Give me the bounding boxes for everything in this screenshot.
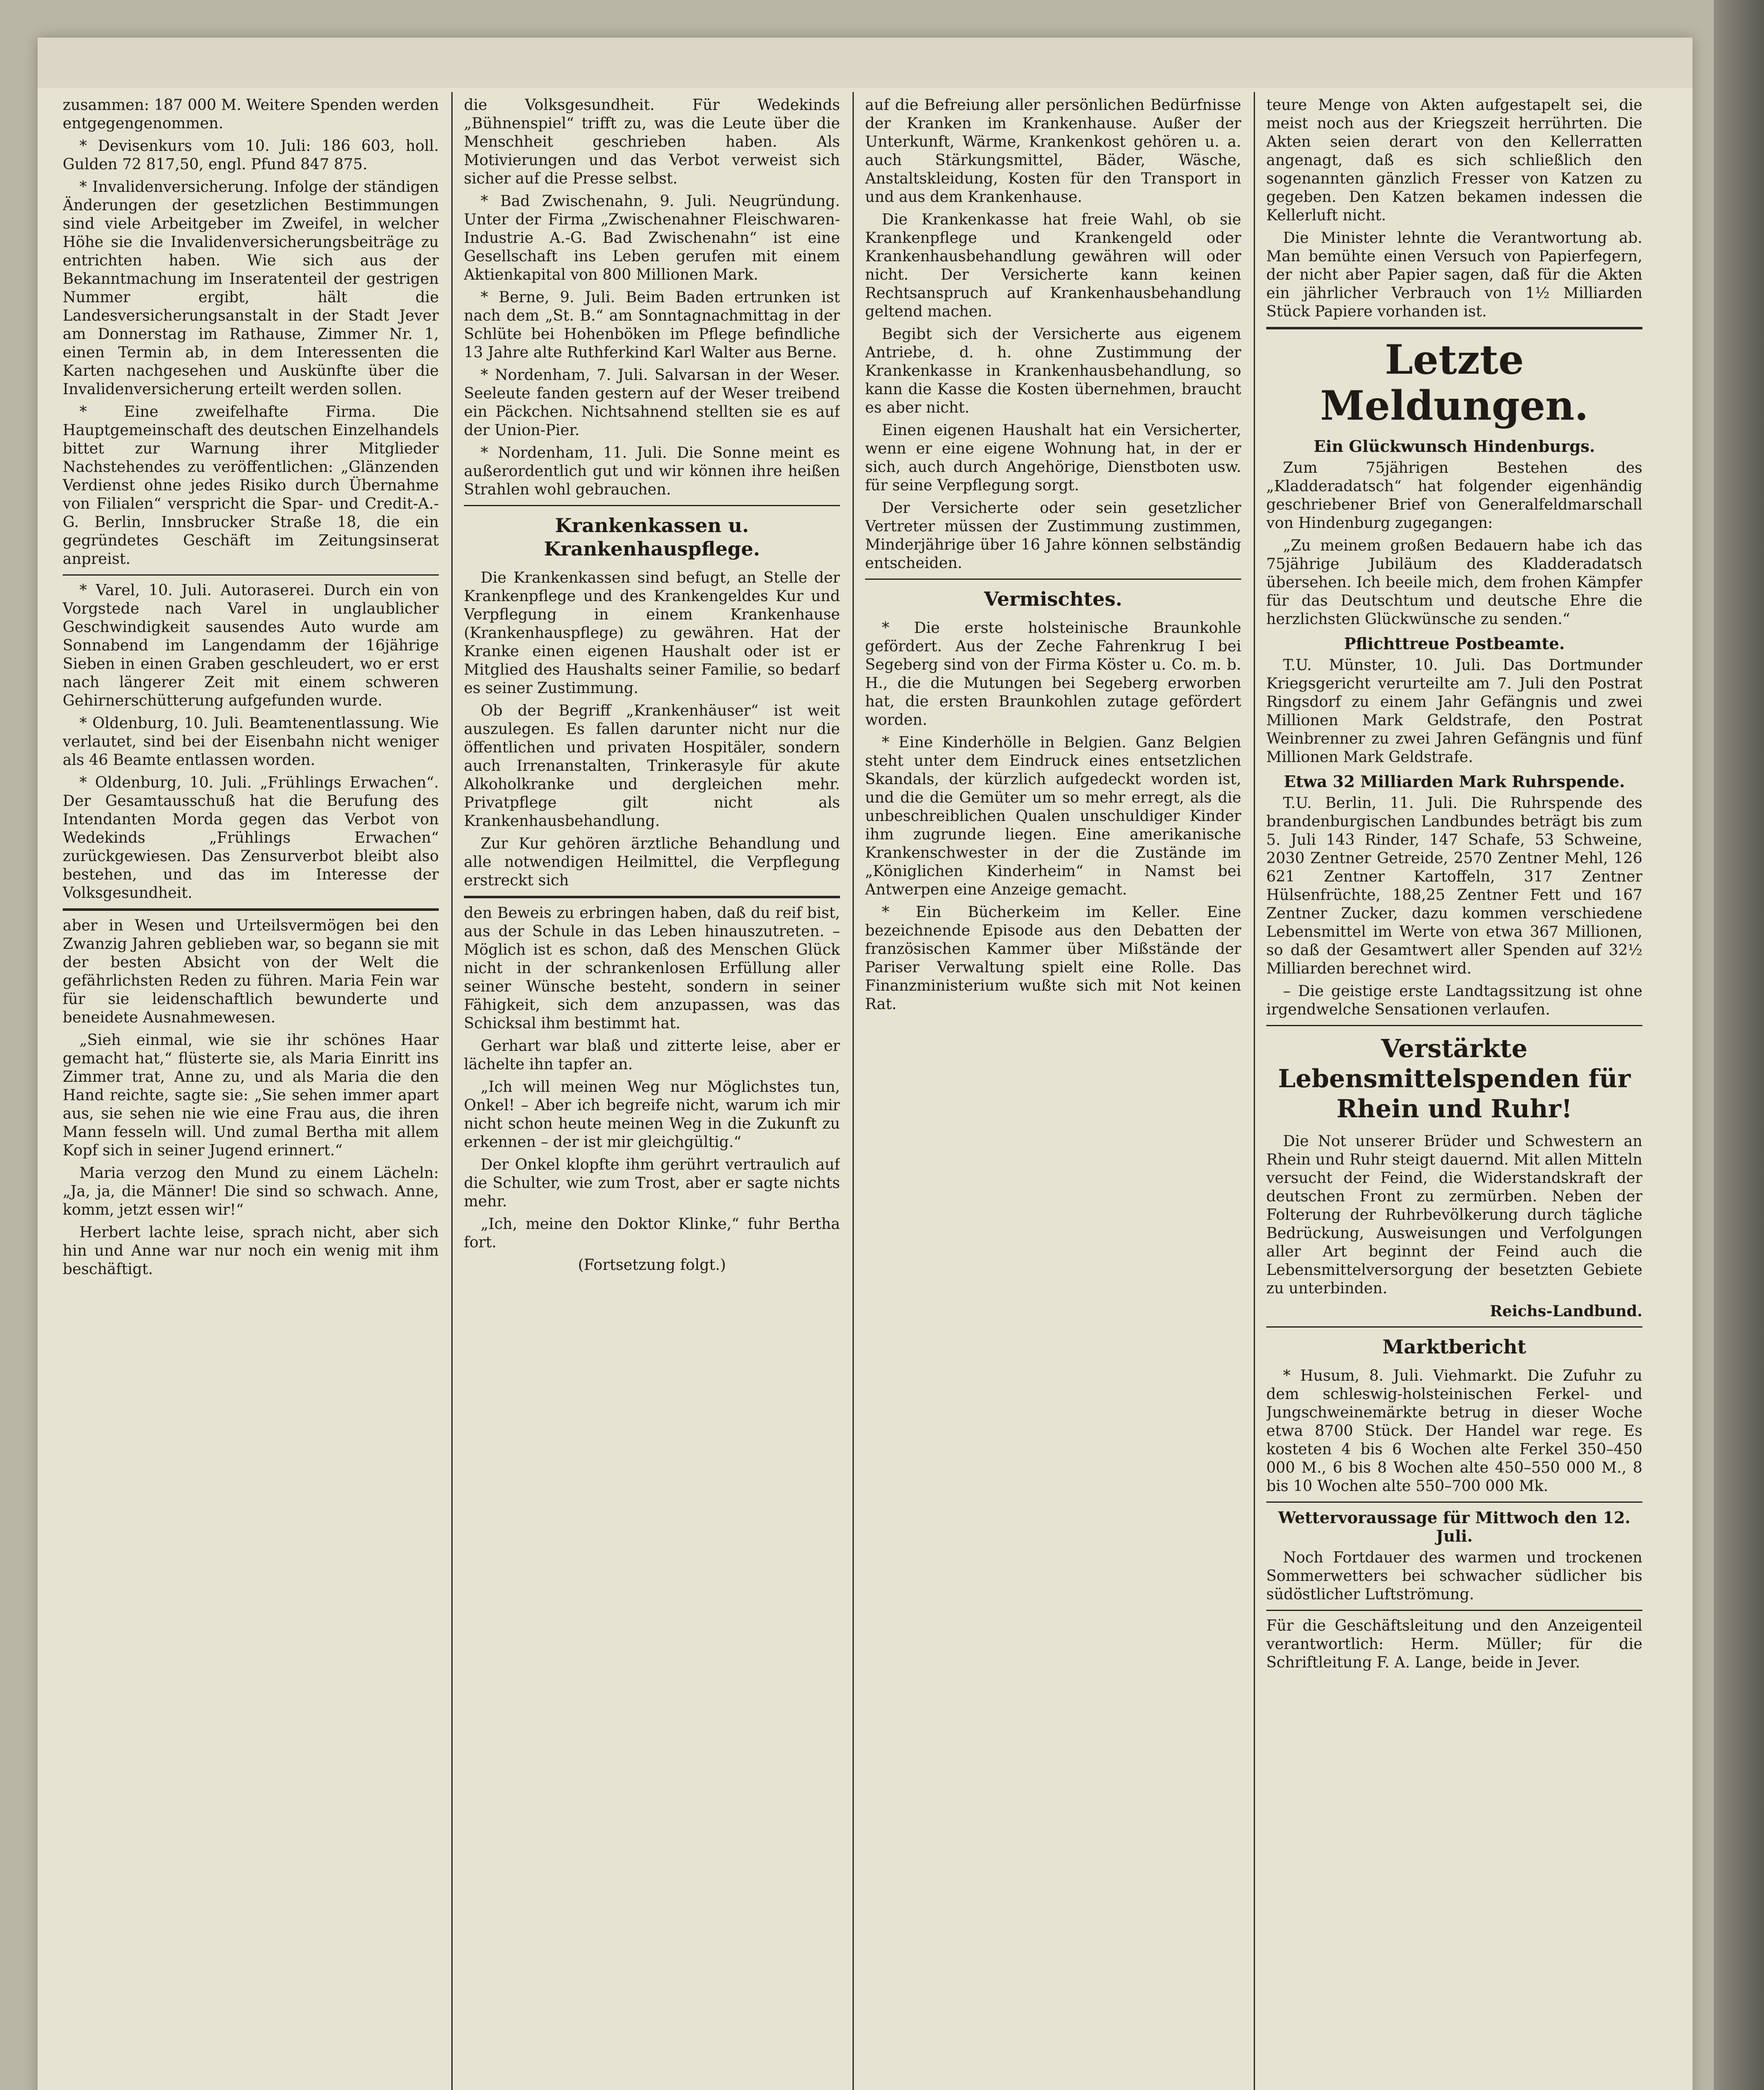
col1-divider-1	[63, 574, 439, 576]
newspaper-page	[38, 38, 1693, 2090]
col4-sub3-p2: – Die geistige erste Landtagssitzung ist ohne irgendwelche Sensationen verlaufen.	[1266, 983, 1642, 1018]
col1-mid-p1: * Varel, 10. Juli. Autoraserei. Durch ein von Vorgstede nach Varel in unglaublicher Geschwindigkeit sausendes Auto wurde am Sonnabend im Langendamm der 16jährige Sieben in einen Graben geschleudert, wo er erst nach längerer Zeit mit einem schweren Gehirnerschütterung aufgefunden wurde.	[63, 582, 439, 709]
forecast-text: Noch Fortdauer des warmen und trockenen Sommerwetters bei schwacher südlicher bis südöstlicher Luftströmung.	[1266, 1549, 1642, 1603]
col1-story-p4: Herbert lachte leise, sprach nicht, aber sich hin und Anne war nur noch ein wenig mit ihm beschäftigt.	[63, 1224, 439, 1278]
col2-divider-2	[464, 896, 840, 898]
col3-top-p3: Begibt sich der Versicherte aus eigenem Antriebe, d. h. ohne Zustimmung der Krankenkasse in Krankenhausbehandlung, so kann die Kasse die Kosten übernehmen, braucht es aber nicht.	[865, 326, 1241, 416]
signature-reichs-landbund: Reichs-Landbund.	[1489, 1302, 1642, 1320]
subheading-hindenburg: Ein Glückwunsch Hindenburgs.	[1313, 437, 1595, 456]
col2-top-p2: * Bad Zwischenahn, 9. Juli. Neugründung. Unter der Firma „Zwischenahner Fleischwaren-Industrie A.-G. Bad Zwischenahn“ ist eine Gesellschaft ins Leben gerufen mit einem Aktienkapital von 800 Millionen Mark.	[464, 193, 840, 283]
col1-mid-p3: * Oldenburg, 10. Juli. „Frühlings Erwachen“. Der Gesamtausschuß hat die Berufung des Intendanten Morda gegen das Verbot von Wedekinds „Frühlings Erwachen“ zurückgewiesen. Das Zensurverbot bleibt also bestehen, und das im Interesse der Volksgesundheit.	[63, 774, 439, 902]
col2-story-p1: den Beweis zu erbringen haben, daß du reif bist, aus der Schule in das Leben hinauszutreten. – Möglich ist es schon, daß des Menschen Glück nicht in der schrankenlosen Erfüllung aller seiner Wünsche besteht, sondern in seiner Fähigkeit, sich dem anzupassen, was das Schicksal ihm bestimmt hat.	[464, 905, 840, 1032]
col4-sub1-p2: „Zu meinem großen Bedauern habe ich das 75jährige Jubiläum des Kladderadatsch übersehen. Ich beeile mich, dem frohen Kämpfer für das Deutschtum und deutsche Ehre die herzlichsten Glückwünsche zu senden.“	[1266, 537, 1642, 628]
col4-divider-2	[1266, 1025, 1642, 1026]
col2-top-p4: * Nordenham, 7. Juli. Salvarsan in der Weser. Seeleute fanden gestern auf der Weser treibend ein Päckchen. Nichtsahnend stellten sie es auf der Union-Pier.	[464, 367, 840, 439]
col1-divider-2	[63, 908, 439, 911]
col3-section-p2: * Eine Kinderhölle in Belgien. Ganz Belgien steht unter dem Eindruck eines entsetzlichen Skandals, der kürzlich aufgedeckt worden ist, und die die Gemüter um so mehr erregt, als die unbeschreiblichen Qualen unschuldiger Kinder ihm zugrunde liegen. Eine amerikanische Krankenschwester in der die Zustände im „Königlichen Kinderheim“ in Namst bei Antwerpen eine Anzeige gemacht.	[865, 734, 1241, 898]
col4-section2-p1: Die Not unserer Brüder und Schwestern an Rhein und Ruhr steigt dauernd. Mit allen Mitteln versucht der Feind, die Widerstandskraft der deutschen Front zu zermürben. Neben der Folterung der Ruhrbevölkerung durch tägliche Bedrückung, Ausweisungen und Verfolgungen aller Art beginnt der Feind auch die Lebensmittelversorgung der besetzten Gebiete zu unterbinden.	[1266, 1133, 1642, 1297]
col4-top-p1: teure Menge von Akten aufgestapelt sei, die meist noch aus der Kriegszeit herrührten. Die Akten seien derart von den Kellerratten angenagt, daß es sich schließlich den sogenannten gänzlich Fresser von Katzen zu gegeben. Den Katzen bekamen indessen die Kellerluft nicht.	[1266, 97, 1642, 224]
col1-top-p2: * Devisenkurs vom 10. Juli: 186 603, holl. Gulden 72 817,50, engl. Pfund 847 875.	[63, 138, 439, 173]
column-1	[63, 96, 439, 2090]
col2-top-p3: * Berne, 9. Juli. Beim Baden ertrunken ist nach dem „St. B.“ am Sonntagnachmittag in der Schlüte bei Hohenböken im Pflege befindliche 13 Jahre alte Ruthferkind Karl Walter aus Berne.	[464, 289, 840, 361]
col3-top-p5: Der Versicherte oder sein gesetzlicher Vertreter müssen der Zustimmung zustimmen, Minderjährige über 16 Jahre können selbständig entscheiden.	[865, 500, 1241, 572]
col1-mid-p2: * Oldenburg, 10. Juli. Beamtenentlassung. Wie verlautet, sind bei der Eisenbahn nicht weniger als 46 Beamte entlassen worden.	[63, 715, 439, 769]
section-title-krankenkassen: Krankenkassen u. Krankenhauspflege.	[544, 514, 760, 560]
section-title-vermischtes: Vermischtes.	[984, 588, 1123, 610]
col1-top-p1: zusammen: 187 000 M. Weitere Spenden werden entgegengenommen.	[63, 97, 439, 132]
col3-top-section	[865, 96, 1241, 573]
col4-divider-1	[1266, 327, 1642, 329]
col1-story-p2: „Sieh einmal, wie sie ihr schönes Haar gemacht hat,“ flüsterte sie, als Maria Einritt ins Zimmer trat, Anne zu, und als Maria die den Hand reichte, sagte sie: „Sie sehen immer apart aus, sie sehen nie wie eine Frau aus, die ihren Mann fesseln will. Und zumal Bertha mit allem Kopf sich in seiner Jugend erinnert.“	[63, 1032, 439, 1159]
col1-story-p1: aber in Wesen und Urteilsvermögen bei den Zwanzig Jahren geblieben war, so begann sie mit der besten Absicht von der Welt die gefährlichsten Reden zu führen. Maria Fein war für sie leidenschaftlich bewunderte und beneidete Ausnahmewesen.	[63, 917, 439, 1026]
imprint: Für die Geschäftsleitung und den Anzeigenteil verantwortlich: Herm. Müller; für die Schriftleitung F. A. Lange, beide in Jever.	[1266, 1617, 1642, 1671]
col1-top-section	[63, 96, 439, 568]
col4-section3-p1: * Husum, 8. Juli. Viehmarkt. Die Zufuhr zu dem schleswig-holsteinischen Ferkel- und Jungschweinemärkte betrug in dieser Woche etwa 8700 Stück. Der Handel war rege. Es kosteten 4 bis 6 Wochen alte Ferkel 350–450 000 M., 6 bis 8 Wochen alte 450–550 000 M., 8 bis 10 Wochen alte 550–700 000 Mk.	[1266, 1367, 1642, 1495]
col4-sub3-p1: T.U. Berlin, 11. Juli. Die Ruhrspende des brandenburgischen Landbundes beträgt bis zum 5. Juli 143 Rinder, 147 Schafe, 53 Schweine, 2030 Zentner Getreide, 2570 Zentner Mehl, 126 621 Zentner Kartoffeln, 317 Zentner Hülsenfrüchte, 188,25 Zentner Fett und 167 Zentner Zucker, dazu kommen verschiedene Lebensmittel im Werte von etwa 367 Millionen, so daß der Gesamtwert aller Spenden auf 32½ Milliarden berechnet wird.	[1266, 795, 1642, 977]
col1-top-p3: * Invalidenversicherung. Infolge der ständigen Änderungen der gesetzlichen Bestimmungen sind viele Arbeitgeber im Zweifel, in welcher Höhe sie die Invalidenversicherungsbeiträge zu entrichten haben. Wie sich aus der Bekanntmachung im Inseratenteil der gestrigen Nummer ergibt, hält die Landesversicherungsanstalt in der Stadt Jever am Donnerstag im Rathause, Zimmer Nr. 1, einen Termin ab, in dem Interessenten die Karten nachgesehen und Auskünfte über die Invalidenversicherung erteilt werden sollen.	[63, 178, 439, 398]
col2-top-p1: die Volksgesundheit. Für Wedekinds „Bühnenspiel“ trifft zu, was die Leute über die Menschheit geschrieben haben. Als Motivierungen und das Verbot verweist sich sicher auf die Presse selbst.	[464, 97, 840, 187]
column-3	[865, 96, 1241, 2090]
col2-top-p5: * Nordenham, 11. Juli. Die Sonne meint es außerordentlich gut und wir können ihre heißen Strahlen wohl gebrauchen.	[464, 444, 840, 498]
column-4	[1266, 96, 1642, 2090]
forecast-title: Wettervoraussage für Mittwoch den 12. Juli.	[1278, 1508, 1631, 1545]
col2-story-section	[464, 904, 840, 1274]
section-title-lebensmittelspenden: Verstärkte Lebensmittelspenden für Rhein und Ruhr!	[1278, 1034, 1631, 1124]
col2-section	[464, 569, 840, 890]
col2-section-p2: Ob der Begriff „Krankenhäuser“ ist weit auszulegen. Es fallen darunter nicht nur die öffentlichen und privaten Hospitäler, sondern auch Irrenanstalten, Trinkerasyle für akute Alkoholkranke und dergleichen mehr. Privatpflege gilt nicht als Krankenhausbehandlung.	[464, 702, 840, 830]
subheading-ruhrspende: Etwa 32 Milliarden Mark Ruhrspende.	[1283, 772, 1625, 791]
col3-divider-1	[865, 579, 1241, 580]
col4-divider-4	[1266, 1501, 1642, 1503]
col3-top-p1: auf die Befreiung aller persönlichen Bedürfnisse der Kranken im Krankenhause. Außer der Unterkunft, Wärme, Krankenkost gehören u. a. auch Stärkungsmittel, Bäder, Wäsche, Anstaltskleidung, Kosten für den Transport in und aus dem Krankenhause.	[865, 97, 1241, 206]
scan-edge	[1714, 0, 1764, 2090]
col2-top-section	[464, 96, 840, 499]
col1-story-p3: Maria verzog den Mund zu einem Lächeln: „Ja, ja, die Männer! Die sind so schwach. Anne, komm, jetzt essen wir!“	[63, 1165, 439, 1218]
col4-divider-5	[1266, 1610, 1642, 1611]
continued-note: (Fortsetzung folgt.)	[578, 1257, 726, 1274]
paper-stain	[38, 38, 1693, 88]
col3-section-p3: * Ein Bücherkeim im Keller. Eine bezeichnende Episode aus den Debatten der französischen Kammer über Mißstände der Pariser Verwaltung spielt eine Rolle. Das Finanzministerium wußte sich mit Not keinen Rat.	[865, 904, 1241, 1013]
col1-story-section	[63, 917, 439, 1279]
col2-story-p4: Der Onkel klopfte ihm gerührt vertraulich auf die Schulter, wie zum Trost, aber er sagte nichts mehr.	[464, 1156, 840, 1210]
section-title-marktbericht: Marktbericht	[1382, 1336, 1526, 1358]
col3-top-p2: Die Krankenkasse hat freie Wahl, ob sie Krankenpflege und Krankengeld oder Krankenhausbehandlung gewähren will oder nicht. Der Versicherte kann keinen Rechtsanspruch auf Krankenhausbehandlung geltend machen.	[865, 211, 1241, 320]
col2-divider-1	[464, 505, 840, 506]
col2-story-p5: „Ich, meine den Doktor Klinke,“ fuhr Bertha fort.	[464, 1216, 840, 1251]
column-rule-1	[451, 92, 453, 2090]
col3-section-p1: * Die erste holsteinische Braunkohle gefördert. Aus der Zeche Fahrenkrug I bei Segeberg sind von der Firma Köster u. Co. m. b. H., die die Mutungen bei Segeberg erworben hat, die ersten Braunkohlen zutage gefördert worden.	[865, 619, 1241, 729]
col4-divider-3	[1266, 1326, 1642, 1328]
col3-section	[865, 619, 1241, 1014]
col1-mid-section	[63, 581, 439, 902]
subheading-postbeamte: Pflichttreue Postbeamte.	[1344, 634, 1565, 653]
col4-top-section	[1266, 96, 1642, 321]
col1-top-p4: * Eine zweifelhafte Firma. Die Hauptgemeinschaft des deutschen Einzelhandels bittet zur Warnung ihrer Mitglieder Nachstehendes zu veröffentlichen: „Glänzenden Verdienst ohne jedes Risiko durch Übernahme von Filialen“ verspricht die Spar- und Credit-A.-G. Berlin, Innsbrucker Straße 18, die ein gegründetes Geschäft im Zeitungsinserat anpreist.	[63, 403, 439, 568]
col2-story-p3: „Ich will meinen Weg nur Möglichstes tun, Onkel! – Aber ich begreife nicht, warum ich mir nicht schon heute meinen Weg in die Zukunft zu erkennen – der ist mir gleichgültig.“	[464, 1078, 840, 1151]
col2-story-p2: Gerhart war blaß und zitterte leise, aber er lächelte ihn tapfer an.	[464, 1037, 840, 1073]
col2-section-p3: Zur Kur gehören ärztliche Behandlung und alle notwendigen Heilmittel, die Verpflegung erstreckt sich	[464, 835, 840, 889]
col4-sub2-p1: T.U. Münster, 10. Juli. Das Dortmunder Kriegsgericht verurteilte am 7. Juli den Postrat Ringsdorf zu einem Jahr Gefängnis und zwei Millionen Mark Geldstrafe, den Postrat Weinbrenner zu zwei Jahren Gefängnis und fünf Millionen Mark Geldstrafe.	[1266, 657, 1642, 766]
column-rule-2	[853, 92, 854, 2090]
col2-section-p1: Die Krankenkassen sind befugt, an Stelle der Krankenpflege und des Krankengeldes Kur und Verpflegung in einem Krankenhause (Krankenhauspflege) zu gewähren. Hat der Kranke einen eigenen Haushalt oder ist er Mitglied des Haushalts seiner Familie, so bedarf es seiner Zustimmung.	[464, 569, 840, 697]
col4-sub1-p1: Zum 75jährigen Bestehen des „Kladderadatsch“ hat folgender eigenhändig geschriebener Brief von Generalfeldmarschall von Hindenburg zugegangen:	[1266, 459, 1642, 532]
column-rule-3	[1254, 92, 1255, 2090]
col3-top-p4: Einen eigenen Haushalt hat ein Versicherter, wenn er eine eigene Wohnung hat, in der er sich, auch durch Angehörige, Dienstboten usw. für seine Verpflegung sorgt.	[865, 422, 1241, 494]
col4-top-p2: Die Minister lehnte die Verantwortung ab. Man bemühte einen Versuch von Papierfegern, der nicht aber Papier sagen, daß für die Akten ein jährlicher Verbrauch von 1½ Milliarden Stück Papiere vorhanden ist.	[1266, 229, 1642, 320]
section-title-letzte-meldungen: Letzte Meldungen.	[1320, 336, 1588, 429]
column-2	[464, 96, 840, 2090]
